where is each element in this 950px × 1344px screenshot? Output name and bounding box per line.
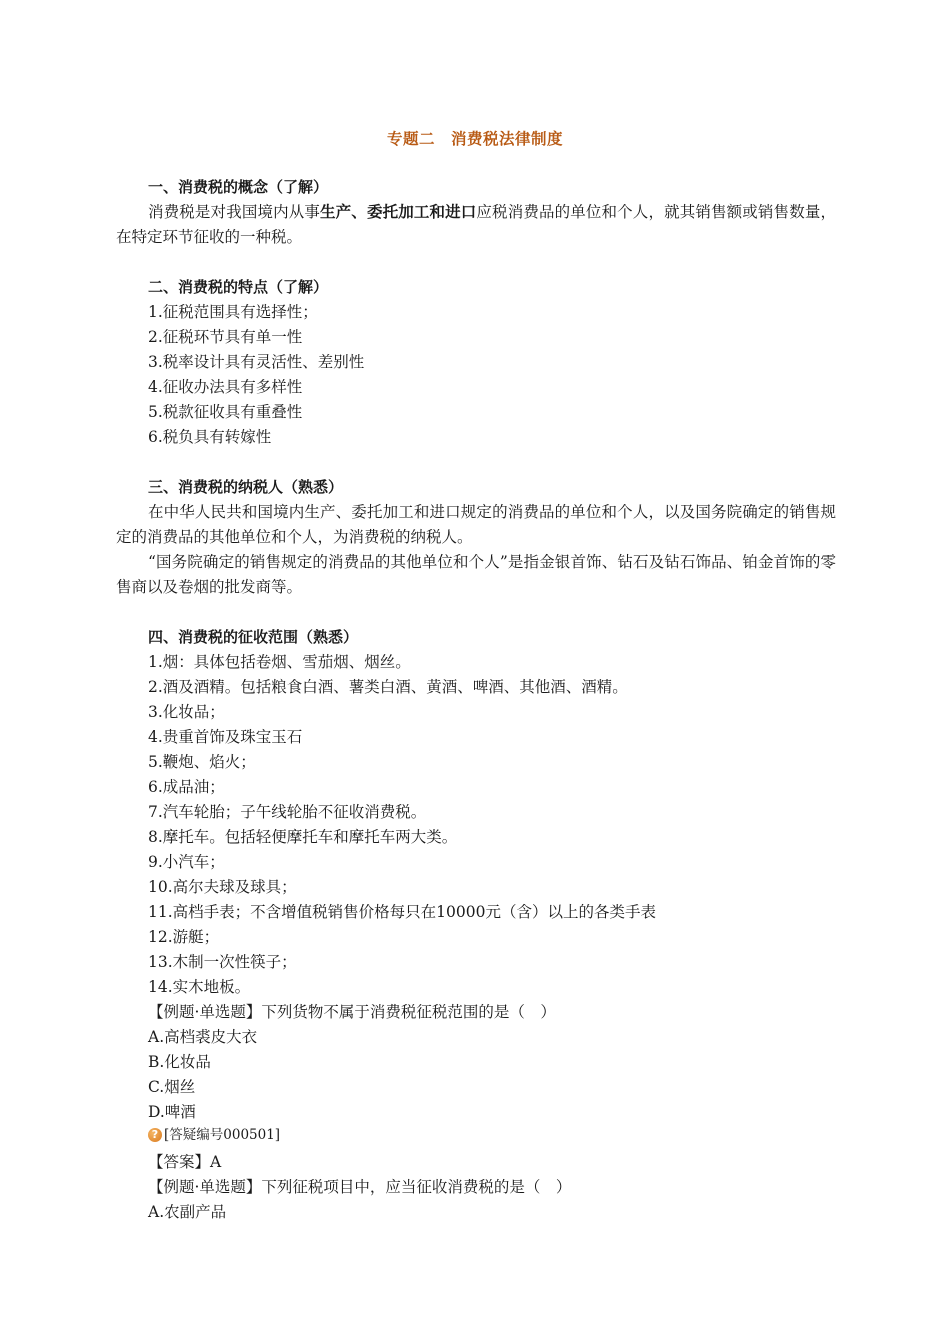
question-mark-icon[interactable]: ? xyxy=(148,1128,162,1142)
example-option: A.农副产品 xyxy=(148,1203,227,1221)
taxpayer-paragraph: 在中华人民共和国境内生产、委托加工和进口规定的消费品的单位和个人，以及国务院确定的销售规定的消费品的其他单位和个人，为消费税的纳税人。 xyxy=(116,503,836,546)
example-option: B.化妆品 xyxy=(148,1053,211,1071)
concept-paragraph xyxy=(116,200,836,250)
example-question-2: 【例题·单选题】下列征税项目中，应当征收消费税的是（ ） xyxy=(148,1178,572,1196)
list-item: 6.税负具有转嫁性 xyxy=(148,428,272,446)
example-option: C.烟丝 xyxy=(148,1078,196,1096)
list-item: 14.实木地板。 xyxy=(148,978,251,996)
section-heading-taxpayer: 三、消费税的纳税人（熟悉） xyxy=(148,478,344,496)
list-item: 3.化妆品； xyxy=(148,703,225,721)
section-heading-concept: 一、消费税的概念（了解） xyxy=(148,178,329,196)
list-item: 13.木制一次性筷子； xyxy=(148,953,297,971)
page-title: 专题二 消费税法律制度 xyxy=(386,130,563,148)
list-item: 8.摩托车。包括轻便摩托车和摩托车两大类。 xyxy=(148,828,458,846)
example-option: D.啤酒 xyxy=(148,1103,196,1121)
example-question-1: 【例题·单选题】下列货物不属于消费税征税范围的是（ ） xyxy=(148,1003,556,1021)
qa-id[interactable]: [答疑编号000501] xyxy=(164,1127,281,1143)
document-body xyxy=(116,175,836,1225)
text-span: 消费税是对我国境内从事 xyxy=(148,203,321,221)
section-heading-scope: 四、消费税的征收范围（熟悉） xyxy=(148,628,359,646)
section-heading-features: 二、消费税的特点（了解） xyxy=(148,278,329,296)
text-span: 应税消费品的单位和个人，就其销售额或销售数量，在特定环节征收的一种税。 xyxy=(116,203,836,246)
list-item: 1.烟：具体包括卷烟、雪茄烟、烟丝。 xyxy=(148,653,411,671)
taxpayer-note-paragraph: “国务院确定的销售规定的消费品的其他单位和个人”是指金银首饰、钻石及钻石饰品、铂金首饰的零售商以及卷烟的批发商等。 xyxy=(116,553,836,596)
list-item: 10.高尔夫球及球具； xyxy=(148,878,297,896)
list-item: 7.汽车轮胎；子午线轮胎不征收消费税。 xyxy=(148,803,427,821)
example-answer: 【答案】A xyxy=(148,1153,222,1171)
list-item: 5.税款征收具有重叠性 xyxy=(148,403,303,421)
list-item: 2.征税环节具有单一性 xyxy=(148,328,303,346)
list-item: 12.游艇； xyxy=(148,928,220,946)
list-item: 5.鞭炮、焰火； xyxy=(148,753,256,771)
list-item: 4.征收办法具有多样性 xyxy=(148,378,303,396)
example-option: A.高档裘皮大衣 xyxy=(148,1028,258,1046)
list-item: 9.小汽车； xyxy=(148,853,225,871)
bold-text: 生产、委托加工和进口 xyxy=(320,203,477,221)
list-item: 3.税率设计具有灵活性、差别性 xyxy=(148,353,365,371)
list-item: 6.成品油； xyxy=(148,778,225,796)
list-item: 1.征税范围具有选择性； xyxy=(148,303,318,321)
list-item: 11.高档手表；不含增值税销售价格每只在10000元（含）以上的各类手表 xyxy=(148,903,656,921)
list-item: 4.贵重首饰及珠宝玉石 xyxy=(148,728,303,746)
qa-link[interactable] xyxy=(116,1125,836,1145)
list-item: 2.酒及酒精。包括粮食白酒、薯类白酒、黄酒、啤酒、其他酒、酒精。 xyxy=(148,678,628,696)
